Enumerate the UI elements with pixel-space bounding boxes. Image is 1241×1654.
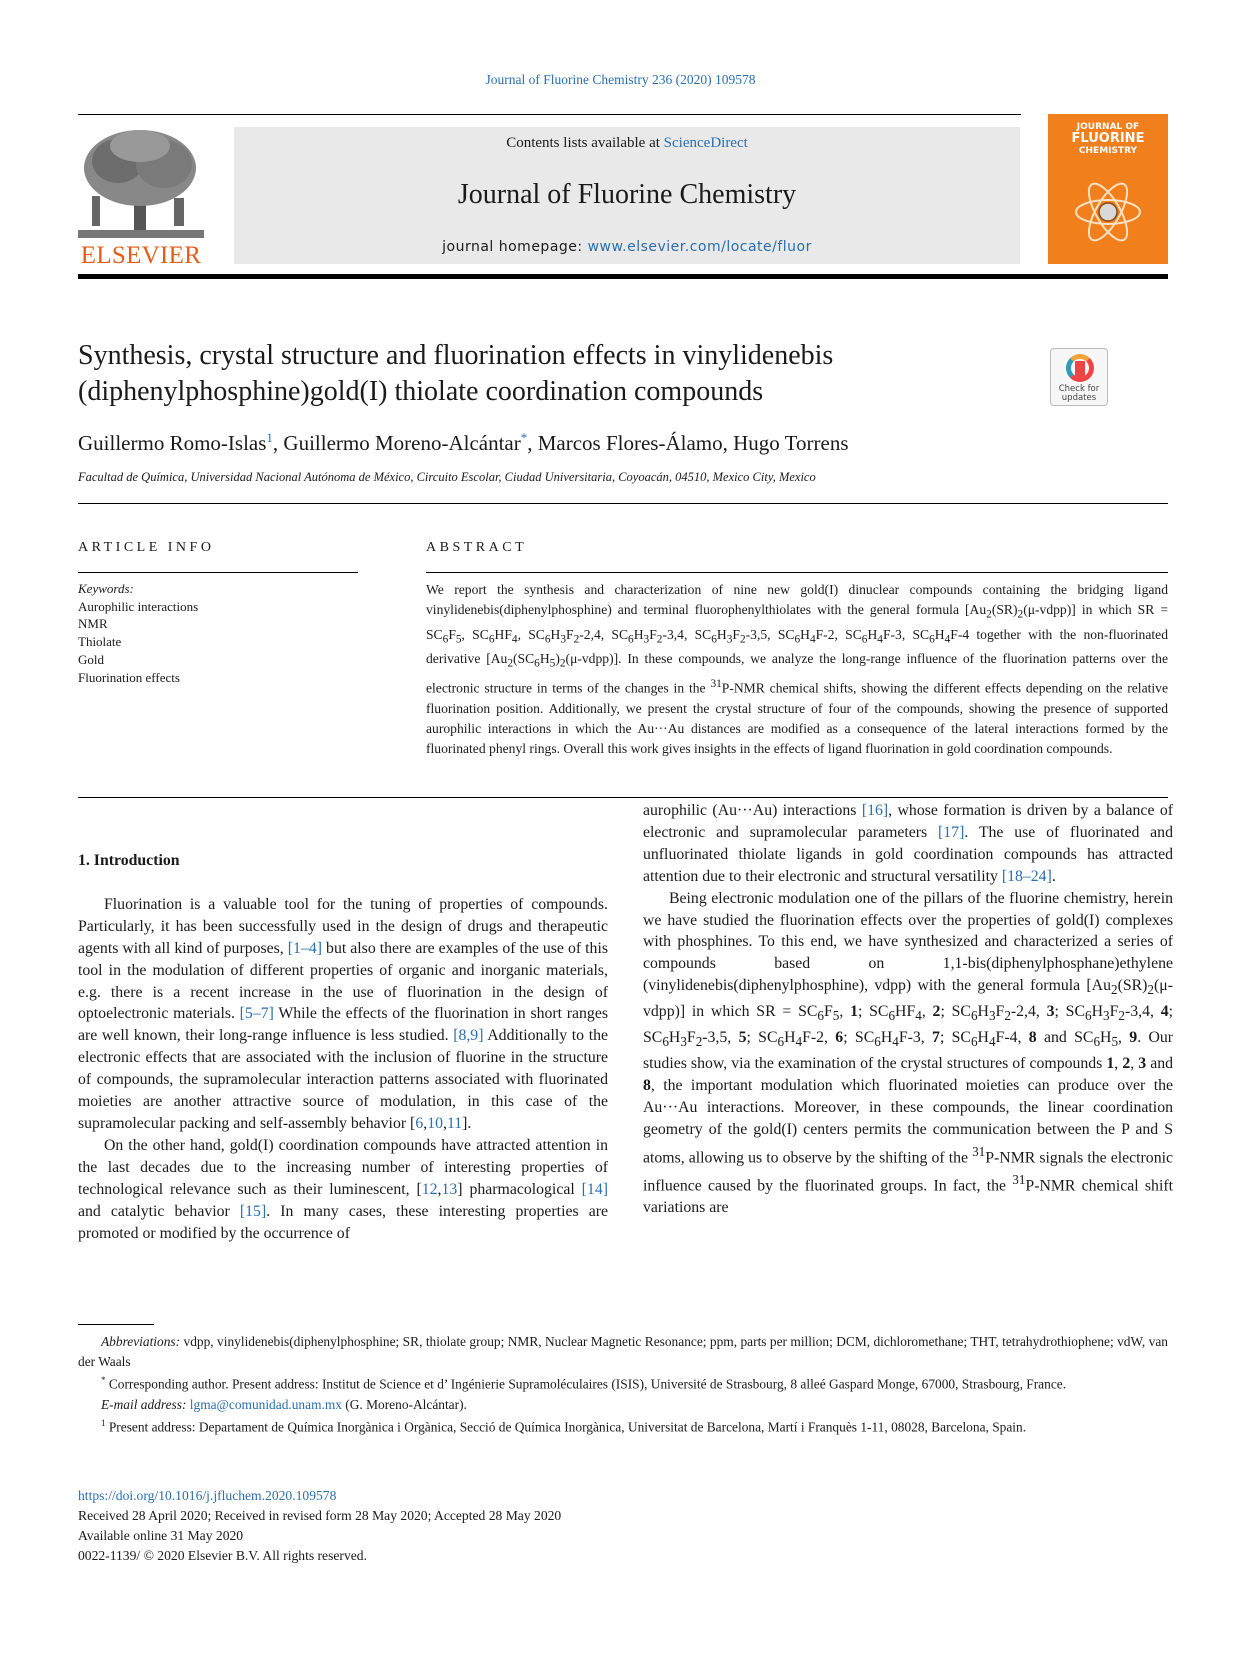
article-info-heading: ARTICLE INFO [78, 540, 215, 555]
atom-icon [1072, 176, 1144, 248]
author1-footnote-mark[interactable]: 1 [266, 430, 273, 445]
reference-link[interactable]: [5–7] [239, 1005, 274, 1023]
sciencedirect-link[interactable]: ScienceDirect [663, 135, 748, 151]
paragraph: Fluorination is a valuable tool for the tuning of properties of compounds. Particularly, it has been successfully used in the design of drugs and therapeutic agents with all kind of purposes, [1–4] but also there are examples of the use of this tool in the modulation of different properties of organic and inorganic materials, e.g. there is a recent increase in the use of fluorination in the design of optoelectronic materials. [5–7] While the effects of the fluorination in short ranges are well known, their long-range influence is less studied. [8,9] Additionally to the electronic effects that are associated with the inclusion of fluorine in the structure of compounds, the supramolecular interaction patterns associated with fluorinated moieties are another attractive source of modulation, in this case of the supramolecular packing and self-assembly behavior [6,10,11]. [78, 895, 608, 1132]
paragraph: Being electronic modulation one of the pillars of the fluorine chemistry, herein we have studied the fluorination effects over the properties of gold(I) complexes with phosphines. To this end, we have synthesized and characterized a series of compounds based on 1,1-bis(diphenylphosphane)ethylene (vinylidenebis(diphenylphosphine), vdpp) with the general formula $[Au_2(SR)_2(\mu-vdpp)]$ in which SR = $SC_6F_5$, 1; $SC_6HF_4$, 2; $SC_6H_3F_2-2,4$, 3; $SC_6H_3F_2-3,4$, 4; $SC_6H_3F_2-3,5$, 5; $SC_6H_4F-2$, 6; $SC_6H_4F-3$, 7; $SC_6H_4F-4$, 8 and $SC_6H_5$, 9. Our studies show, via the examination of the crystal structures of compounds 1, 2, 3 and 8, the important modulation which fluorinated moieties can produce over the Au···Au interactions. Moreover, in these compounds, the linear coordination geometry of the gold(I) centers permits the communication between the P and S atoms, allowing us to observe by the shifting of the $^{31}$P-NMR signals the electronic influence caused by the fluorinated groups. In fact, the $^{31}$P-NMR chemical shift variations are [643, 889, 1174, 1217]
keyword: Fluorination effects [78, 669, 180, 685]
divider [78, 572, 358, 573]
journal-name: Journal of Fluorine Chemistry [457, 179, 797, 210]
header-top-rule [78, 114, 1021, 115]
email-link[interactable]: lgma@comunidad.unam.mx [189, 1396, 342, 1412]
journal-homepage: journal homepage: www.elsevier.com/locate/fluor [442, 239, 812, 255]
doi-link[interactable]: https://doi.org/10.1016/j.jfluchem.2020.109578 [78, 1488, 337, 1503]
keyword: NMR [78, 616, 108, 632]
check-for-updates-button[interactable] [1050, 348, 1108, 406]
paragraph: aurophilic (Au···Au) interactions [16], whose formation is driven by a balance of electronic and supramolecular parameters [17]. The use of fluorinated and unfluorinated thiolate ligands in gold coordination compounds has attracted attention due to their electronic and structural versatility [18–24]. [643, 802, 1174, 885]
keyword: Thiolate [78, 634, 122, 650]
keyword: Aurophilic interactions [78, 598, 199, 614]
reference-link[interactable]: 11 [446, 1114, 463, 1132]
footnote-email: E-mail address: lgma@comunidad.unam.mx (G. Moreno-Alcántar). [101, 1396, 467, 1412]
divider [426, 572, 1168, 573]
received-dates: Received 28 April 2020; Received in revised form 28 May 2020; Accepted 28 May 2020 [78, 1508, 562, 1523]
reference-link[interactable]: 13 [441, 1180, 458, 1198]
author-list: Guillermo Romo-Islas$^1$, Guillermo Moreno-Alcántar*, Marcos Flores-Álamo, Hugo Torrens [78, 430, 849, 455]
reference-link[interactable]: 10 [427, 1114, 443, 1132]
introduction-heading: 1. Introduction [78, 852, 180, 869]
header-bottom-rule [78, 274, 1168, 279]
journal-citation[interactable]: Journal of Fluorine Chemistry 236 (2020) 109578 [485, 72, 756, 87]
paragraph: On the other hand, gold(I) coordination compounds have attracted attention in the last decades due to the increasing number of interesting properties of technological relevance such as their luminescent, [12,13] pharmacological [14] and catalytic behavior [15]. In many cases, these interesting properties are promoted or modified by the occurrence of [78, 1136, 609, 1242]
keywords-block [78, 580, 358, 686]
reference-link[interactable]: [8,9] [453, 1027, 484, 1045]
abstract-heading: ABSTRACT [426, 540, 528, 555]
body-column-right [643, 800, 1173, 1219]
reference-link[interactable]: [14] [581, 1180, 608, 1198]
body-column-left [78, 850, 608, 1244]
keywords-label: Keywords: [78, 581, 134, 596]
divider [78, 503, 1168, 504]
cover-line-2: FLUORINE [1071, 131, 1145, 146]
keyword: Gold [78, 651, 104, 667]
footnote-abbreviations: Abbreviations: vdpp, vinylidenebis(diphenylphosphine; SR, thiolate group; NMR, Nuclear Magnetic Resonance; ppm, parts per million; DCM, dichloromethane; THT, tetrahydrothiophene; vdW, van der Waals [78, 1334, 1168, 1369]
reference-link[interactable]: [18–24] [1001, 867, 1052, 885]
footnote-rule [78, 1324, 154, 1325]
reference-link[interactable]: [15] [239, 1202, 267, 1220]
reference-link[interactable]: 6 [415, 1114, 424, 1132]
homepage-link[interactable]: www.elsevier.com/locate/fluor [587, 239, 812, 255]
reference-link[interactable]: [1–4] [287, 939, 323, 957]
divider [78, 797, 1168, 798]
journal-header [78, 114, 1168, 272]
cover-line-1: JOURNAL OF [1076, 122, 1140, 132]
elsevier-wordmark: ELSEVIER [80, 242, 202, 269]
abstract-text: We report the synthesis and characterization of nine new gold(I) dinuclear compounds containing the bridging ligand vinylidenebis(diphenylphosphine) and terminal fluorophenylthiolates with the general formula $[Au_2(SR)_2(\mu-vdpp)]$ in which SR = $SC_6F_5$, $SC_6HF_4$, $SC_6H_3F_2-2,4$, $SC_6H_3F_2-3,4$, $SC_6H_3F_2-3,5$, $SC_6H_4F-2$, $SC_6H_4F-3$, $SC_6H_4F-4$ together with the non-fluorinated derivative $[Au_2(SC_6H_5)_2(\mu-vdpp)]$. In these compounds, we analyze the long-range influence of the fluorination patterns over the electronic structure in terms of the changes in the $^{31}$P-NMR chemical shifts, showing the different effects depending on the relative fluorination position. Additionally, we present the crystal structure of four of the compounds, showing the presence of supported aurophilic interactions in which the Au···Au distances are modified as a consequence of the lateral interactions formed by the fluorinated phenyl rings. Overall this work gives insights in the effects of ligand fluorination in gold coordination compounds. [426, 582, 1169, 756]
cover-line-3: CHEMISTRY [1078, 146, 1138, 156]
article-title: Synthesis, crystal structure and fluorination effects in vinylidenebis (diphenylphosphine)gold(I) thiolate coordination compounds [78, 340, 834, 407]
corresponding-author-mark[interactable]: * [520, 430, 528, 445]
check-for-updates-label: Check for updates [1058, 384, 1100, 403]
crossmark-ribbon [1075, 361, 1085, 377]
available-online: Available online 31 May 2020 [78, 1528, 244, 1543]
publication-info [78, 1486, 878, 1566]
footnote-present-address: $^1$ Present address: Departament de Química Inorgànica i Orgànica, Secció de Química Inorgànica, Universitat de Barcelona, Martí i Franquès 1-11, 08028, Barcelona, Spain. [101, 1418, 1027, 1435]
copyright: 0022-1139/ © 2020 Elsevier B.V. All rights reserved. [78, 1548, 367, 1563]
footnotes [78, 1332, 1168, 1437]
reference-link[interactable]: [16] [861, 802, 889, 819]
footnote-corresponding-author: * Corresponding author. Present address: Institut de Science et d’ Ingénierie Supramoléculaires (ISIS), Université de Strasbourg, 8 alleé Gaspard Monge, 67000, Strasbourg, France. [101, 1375, 1067, 1392]
reference-link[interactable]: [17] [938, 823, 965, 841]
reference-link[interactable]: 12 [421, 1180, 438, 1198]
journal-banner [234, 127, 1020, 264]
journal-cover-thumbnail[interactable] [1048, 114, 1168, 264]
affiliation: Facultad de Química, Universidad Nacional Autónoma de México, Circuito Escolar, Ciudad Universitaria, Coyoacán, 04510, Mexico City, Mexico [78, 470, 816, 484]
contents-available: Contents lists available at ScienceDirect [506, 135, 748, 151]
